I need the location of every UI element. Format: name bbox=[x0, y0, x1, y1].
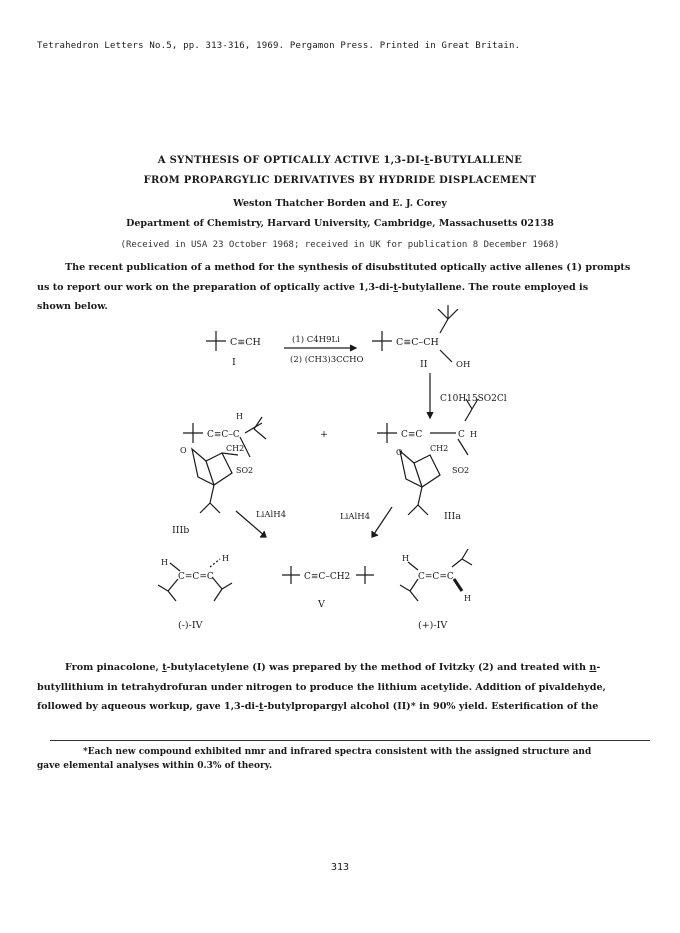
compound-II-formula: C≡C–CH bbox=[396, 337, 439, 348]
label-plus-IV: (+)-IV bbox=[418, 620, 448, 631]
label-IIIb: IIIb bbox=[172, 525, 190, 536]
body-line-3-a: followed by aqueous workup, gave 1,3-di- bbox=[37, 701, 260, 712]
IIIb-fragment: C≡C–C bbox=[207, 430, 240, 440]
body-line-1-c: - bbox=[596, 662, 601, 673]
title-italic-t: t bbox=[424, 155, 430, 166]
allene-right-H1: H bbox=[402, 554, 409, 563]
footnote-rule bbox=[50, 740, 650, 741]
reagent-2: (2) (CH3)3CCHO bbox=[290, 355, 364, 365]
IIIa-C: C bbox=[458, 430, 465, 440]
label-I: I bbox=[232, 357, 236, 368]
footnote-line-2: gave elemental analyses within 0.3% of theory. bbox=[37, 761, 273, 771]
allene-left-H1: H bbox=[161, 558, 168, 567]
label-II: II bbox=[420, 359, 428, 370]
IIIa-H: H bbox=[470, 430, 477, 439]
affiliation: Department of Chemistry, Harvard University, Cambridge, Massachusetts 02138 bbox=[126, 218, 554, 229]
intro-line-2-end: -butylallene. The route employed is bbox=[397, 281, 589, 293]
title-text: A SYNTHESIS OF OPTICALLY ACTIVE 1,3-DI- bbox=[157, 155, 425, 166]
footnote bbox=[37, 745, 657, 773]
body-line-1-a: From pinacolone, bbox=[65, 662, 163, 673]
IIIa-fragment: C≡C bbox=[401, 430, 423, 440]
body-line-1-b: -butylacetylene (I) was prepared by the method of Ivitzky (2) and treated with bbox=[166, 662, 590, 673]
body-line-3-b: -butylpropargyl alcohol (II)* in 90% yield. Esterification of the bbox=[263, 701, 599, 712]
IIIa-O: O bbox=[396, 448, 403, 457]
label-minus-IV: (-)-IV bbox=[178, 620, 203, 631]
IIIb-CH2: CH2 bbox=[226, 444, 245, 453]
page-number: 313 bbox=[330, 862, 350, 873]
body-line-1-t: t bbox=[162, 662, 167, 673]
title-line-2: FROM PROPARGYLIC DERIVATIVES BY HYDRIDE DISPLACEMENT bbox=[143, 175, 537, 186]
allene-right-formula: C=C=C bbox=[418, 572, 454, 582]
IIIb-O: O bbox=[180, 446, 187, 455]
authors: Weston Thatcher Borden and E. J. Corey bbox=[233, 198, 447, 209]
intro-line-2-text: us to report our work on the preparation of optically active 1,3-di- bbox=[37, 281, 394, 293]
IIIa-SO2: SO2 bbox=[452, 466, 470, 475]
sulfonyl-chloride-reagent: C10H15SO2Cl bbox=[440, 394, 507, 404]
label-V: V bbox=[318, 599, 325, 610]
body-line-1 bbox=[37, 658, 651, 678]
title-line-1 bbox=[0, 155, 680, 166]
footnote-line-1: *Each new compound exhibited nmr and infrared spectra consistent with the assigned structure and bbox=[83, 747, 592, 757]
IIIb-H: H bbox=[236, 412, 243, 421]
body-line-3-t: t bbox=[259, 701, 264, 712]
body-paragraph bbox=[37, 658, 651, 717]
IIIb-SO2: SO2 bbox=[236, 466, 254, 475]
compound-I-formula: C≡CH bbox=[230, 337, 261, 348]
reaction-scheme bbox=[0, 305, 680, 645]
received-dates: (Received in USA 23 October 1968; received in UK for publication 8 December 1968) bbox=[120, 240, 560, 250]
body-line-2: butyllithium in tetrahydrofuran under nitrogen to produce the lithium acetylide. Addition of pivaldehyde, bbox=[37, 681, 606, 693]
lialh4-right: LiAlH4 bbox=[340, 512, 371, 522]
body-line-3 bbox=[37, 697, 651, 717]
allene-left-H2: H bbox=[222, 554, 229, 563]
intro-line-1: The recent publication of a method for the synthesis of disubstituted optically active allenes (1) prompts bbox=[65, 262, 631, 273]
allene-right-H2: H bbox=[464, 594, 471, 603]
propargyl-formula: C≡C–CH2 bbox=[304, 572, 351, 582]
IIIa-CH2: CH2 bbox=[430, 444, 449, 453]
lialh4-left: LiAlH4 bbox=[256, 510, 287, 520]
plus-sign: + bbox=[320, 429, 328, 440]
intro-line-3: shown below. bbox=[37, 301, 108, 312]
intro-line-2 bbox=[37, 278, 651, 298]
title-text-end: -BUTYLALLENE bbox=[429, 155, 523, 166]
compound-II-oh: OH bbox=[456, 360, 471, 370]
reagent-1: (1) C4H9Li bbox=[292, 335, 340, 345]
journal-header: Tetrahedron Letters No.5, pp. 313-316, 1969. Pergamon Press. Printed in Great Britain. bbox=[37, 41, 521, 51]
label-IIIa: IIIa bbox=[444, 511, 461, 522]
body-line-1-n: n bbox=[589, 662, 597, 673]
allene-left-formula: C=C=C bbox=[178, 572, 214, 582]
intro-line-2-t: t bbox=[393, 281, 398, 293]
